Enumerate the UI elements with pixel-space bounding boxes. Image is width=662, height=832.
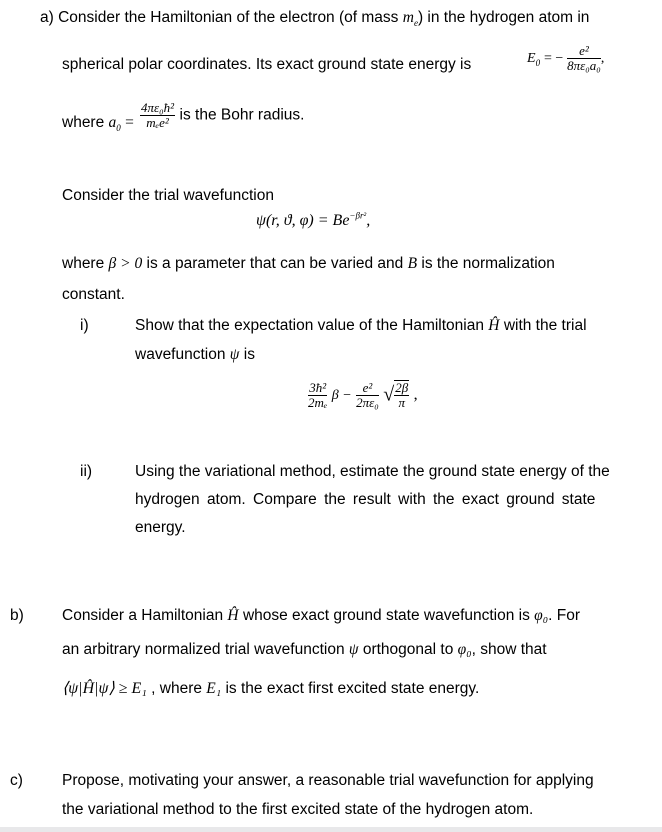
subpart-i-line2: wavefunction ψ is	[135, 346, 255, 363]
page-bottom-divider	[0, 827, 662, 832]
trial-wavefunction: ψ(r, ϑ, $\varphi) = Be^{-\beta r^2}$,	[256, 210, 371, 229]
subpart-ii-line2: hydrogen atom. Compare the result with the exact ground state	[135, 491, 596, 508]
subpart-i-line1: Show that the expectation value of the Hamiltonian Ĥ with the trial	[135, 317, 587, 334]
constant-line: constant.	[62, 286, 125, 303]
subpart-ii-label: ii)	[80, 463, 93, 480]
part-c-label: c)	[10, 772, 23, 789]
trial-intro: Consider the trial wavefunction	[62, 187, 274, 204]
part-c-line1: Propose, motivating your answer, a reasonable trial wavefunction for applying	[62, 772, 594, 789]
bohr-radius-line: where $a_0$ =	[62, 114, 134, 134]
part-b-line1: Consider a Hamiltonian Ĥ whose exact ground state wavefunction is φ₀. For	[62, 607, 581, 624]
bohr-radius-formula: $\frac{\text{4πε₀ħ²}}{\text{mₑe²}}$ is the Bohr radius.	[141, 100, 305, 130]
electron-mass: $m_e$	[402, 9, 418, 29]
ground-state-energy-formula: $E_0$ = − $\frac{\text{e²}}{\text{8πε₀a₀}}$ ,	[527, 43, 605, 73]
expectation-value-formula: $\frac{\text{3ħ²}}{\text{2mₑ}}$ β − $\frac{\text{e²}}{\text{2πε₀}}$ √ $\frac{2\beta}{\pi}$ ,	[308, 379, 418, 410]
part-a-line2: spherical polar coordinates. Its exact ground state energy is	[62, 56, 472, 73]
part-a-label: a)	[40, 9, 54, 26]
part-b-line2: an arbitrary normalized trial wavefunction ψ orthogonal to φ₀, show that	[62, 641, 547, 658]
part-c-line2: the variational method to the first excited state of the hydrogen atom.	[62, 801, 534, 818]
subpart-ii-line1: Using the variational method, estimate the ground state energy of the	[135, 463, 610, 480]
part-a-line1: a) Consider the Hamiltonian of the electron (of mass $m_e$) in the hydrogen atom in	[40, 9, 590, 29]
subpart-i-label: i)	[80, 317, 89, 334]
subpart-ii-line3: energy.	[135, 519, 186, 536]
part-b-label: b)	[10, 607, 24, 624]
part-b-line3: ⟨ψ|Ĥ|ψ⟩ ≥ E₁ , where E₁ is the exact first excited state energy.	[62, 680, 480, 697]
beta-parameter-line: where β > 0 is a parameter that can be varied and B is the normalization	[62, 255, 555, 272]
